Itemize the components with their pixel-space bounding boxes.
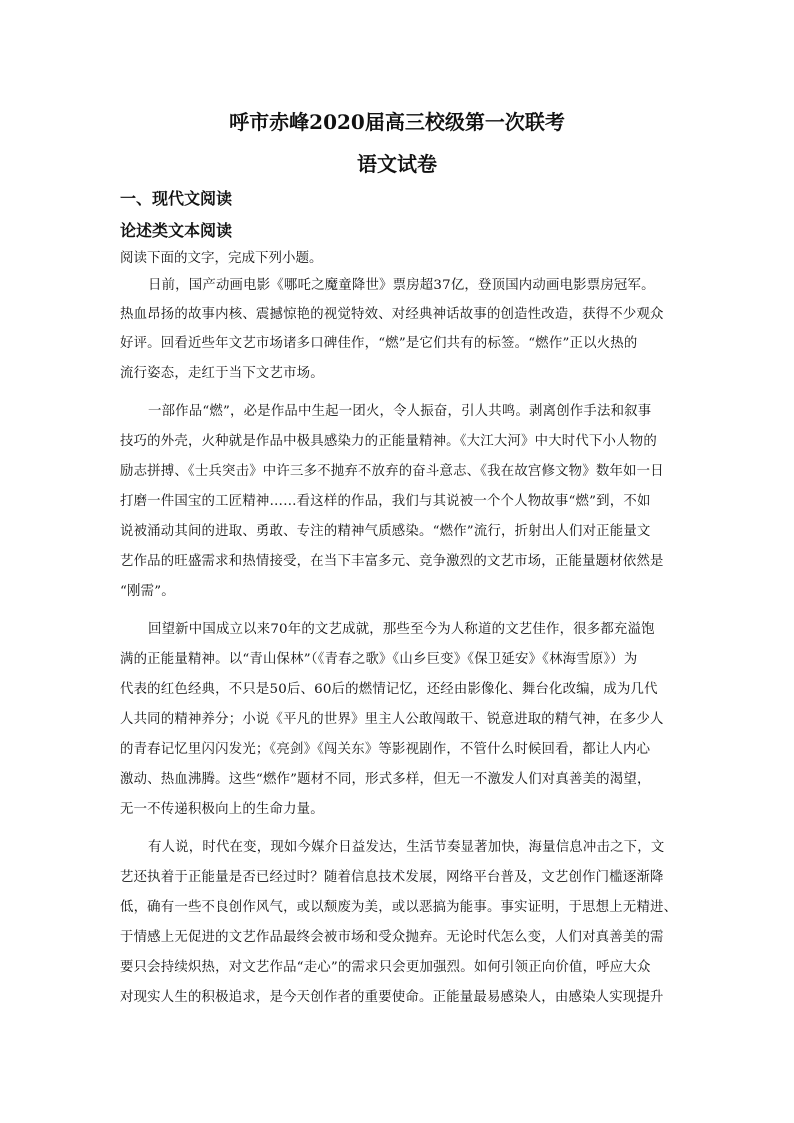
text-line: 技巧的外壳，火种就是作品中极具感染力的正能量精神。《大江大河》中大时代下小人物的: [120, 434, 657, 449]
instruction-text: 阅读下面的文字，完成下列小题。: [120, 250, 323, 266]
text-line: 一部作品“燃”，必是作品中生起一团火，令人振奋，引人共鸣。剥离创作手法和叙事: [148, 404, 652, 419]
text-line: 要只会持续炽热，对文艺作品“走心”的需求只会更加强烈。如何引领正向价值，呼应大众: [120, 960, 651, 975]
document-subtitle: 语文试卷: [357, 152, 437, 176]
text-line: 于情感上无促进的文艺作品最终会被市场和受众抛弃。无论时代怎么变，人们对真善美的需: [120, 930, 664, 945]
text-line: 回望新中国成立以来70年的文艺成就，那些至今为人称道的文艺佳作，很多都充溢饱: [148, 622, 655, 637]
text-line: 流行姿态，走红于当下文艺市场。: [120, 366, 324, 381]
text-line: 励志拼搏、《士兵突击》中许三多不抛弃不放弃的奋斗意志、《我在故宫修文物》数年如一日: [120, 464, 664, 479]
section-heading: 一、现代文阅读: [120, 189, 233, 208]
text-line: 说被涌动其间的进取、勇敢、专注的精神气质感染。“燃作”流行，折射出人们对正能量文: [120, 524, 651, 539]
text-line: 好评。回看近些年文艺市场诸多口碑佳作，“燃”是它们共有的标签。“燃作”正以火热的: [120, 336, 638, 351]
text-line: 无一不传递积极向上的生命力量。: [120, 802, 324, 817]
text-line: 热血昂扬的故事内核、震撼惊艳的视觉特效、对经典神话故事的创造性改造，获得不少观众: [120, 307, 664, 322]
text-line: 打磨一件国宝的工匠精神……看这样的作品，我们与其说被一个个人物故事“燃”到，不如: [120, 494, 651, 509]
text-line: 人共同的精神养分；小说《平凡的世界》里主人公敢闯敢干、锐意进取的精气神，在多少人: [120, 712, 664, 727]
text-line: 有人说，时代在变，现如今媒介日益发达，生活节奏显著加快，海量信息冲击之下，文: [148, 840, 665, 855]
text-line: 激动、热血沸腾。这些“燃作”题材不同，形式多样，但无一不激发人们对真善美的渴望，: [120, 772, 651, 787]
text-line: 的青春记忆里闪闪发光；《亮剑》《闯关东》等影视剧作，不管什么时候回看，都让人内心: [120, 742, 651, 757]
text-line: 代表的红色经典，不只是50后、60后的燃情记忆，还经由影像化、舞台化改编，成为几代: [120, 682, 658, 697]
document-title: 呼市赤峰2020届高三校级第一次联考: [229, 110, 565, 134]
text-line: 艺作品的旺盛需求和热情接受，在当下丰富多元、竞争激烈的文艺市场，正能量题材依然是: [120, 554, 664, 569]
text-line: 日前，国产动画电影《哪吒之魔童降世》票房超37亿，登顶国内动画电影票房冠军。: [148, 278, 655, 293]
text-line: 低，确有一些不良创作风气，或以颓废为美，或以恶搞为能事。事实证明，于思想上无精进、: [120, 900, 678, 915]
text-line: 艺还执着于正能量是否已经过时？随着信息技术发展，网络平台普及，文艺创作门槛逐渐降: [120, 870, 664, 885]
text-line: 满的正能量精神。以“青山保林”（《青春之歌》《山乡巨变》《保卫延安》《林海雪原》）为: [120, 652, 638, 667]
text-line: 对现实人生的积极追求，是今天创作者的重要使命。正能量最易感染人，由感染人实现提升: [120, 990, 664, 1005]
text-line: “刚需”。: [120, 584, 175, 599]
subsection-heading: 论述类文本阅读: [120, 221, 233, 240]
